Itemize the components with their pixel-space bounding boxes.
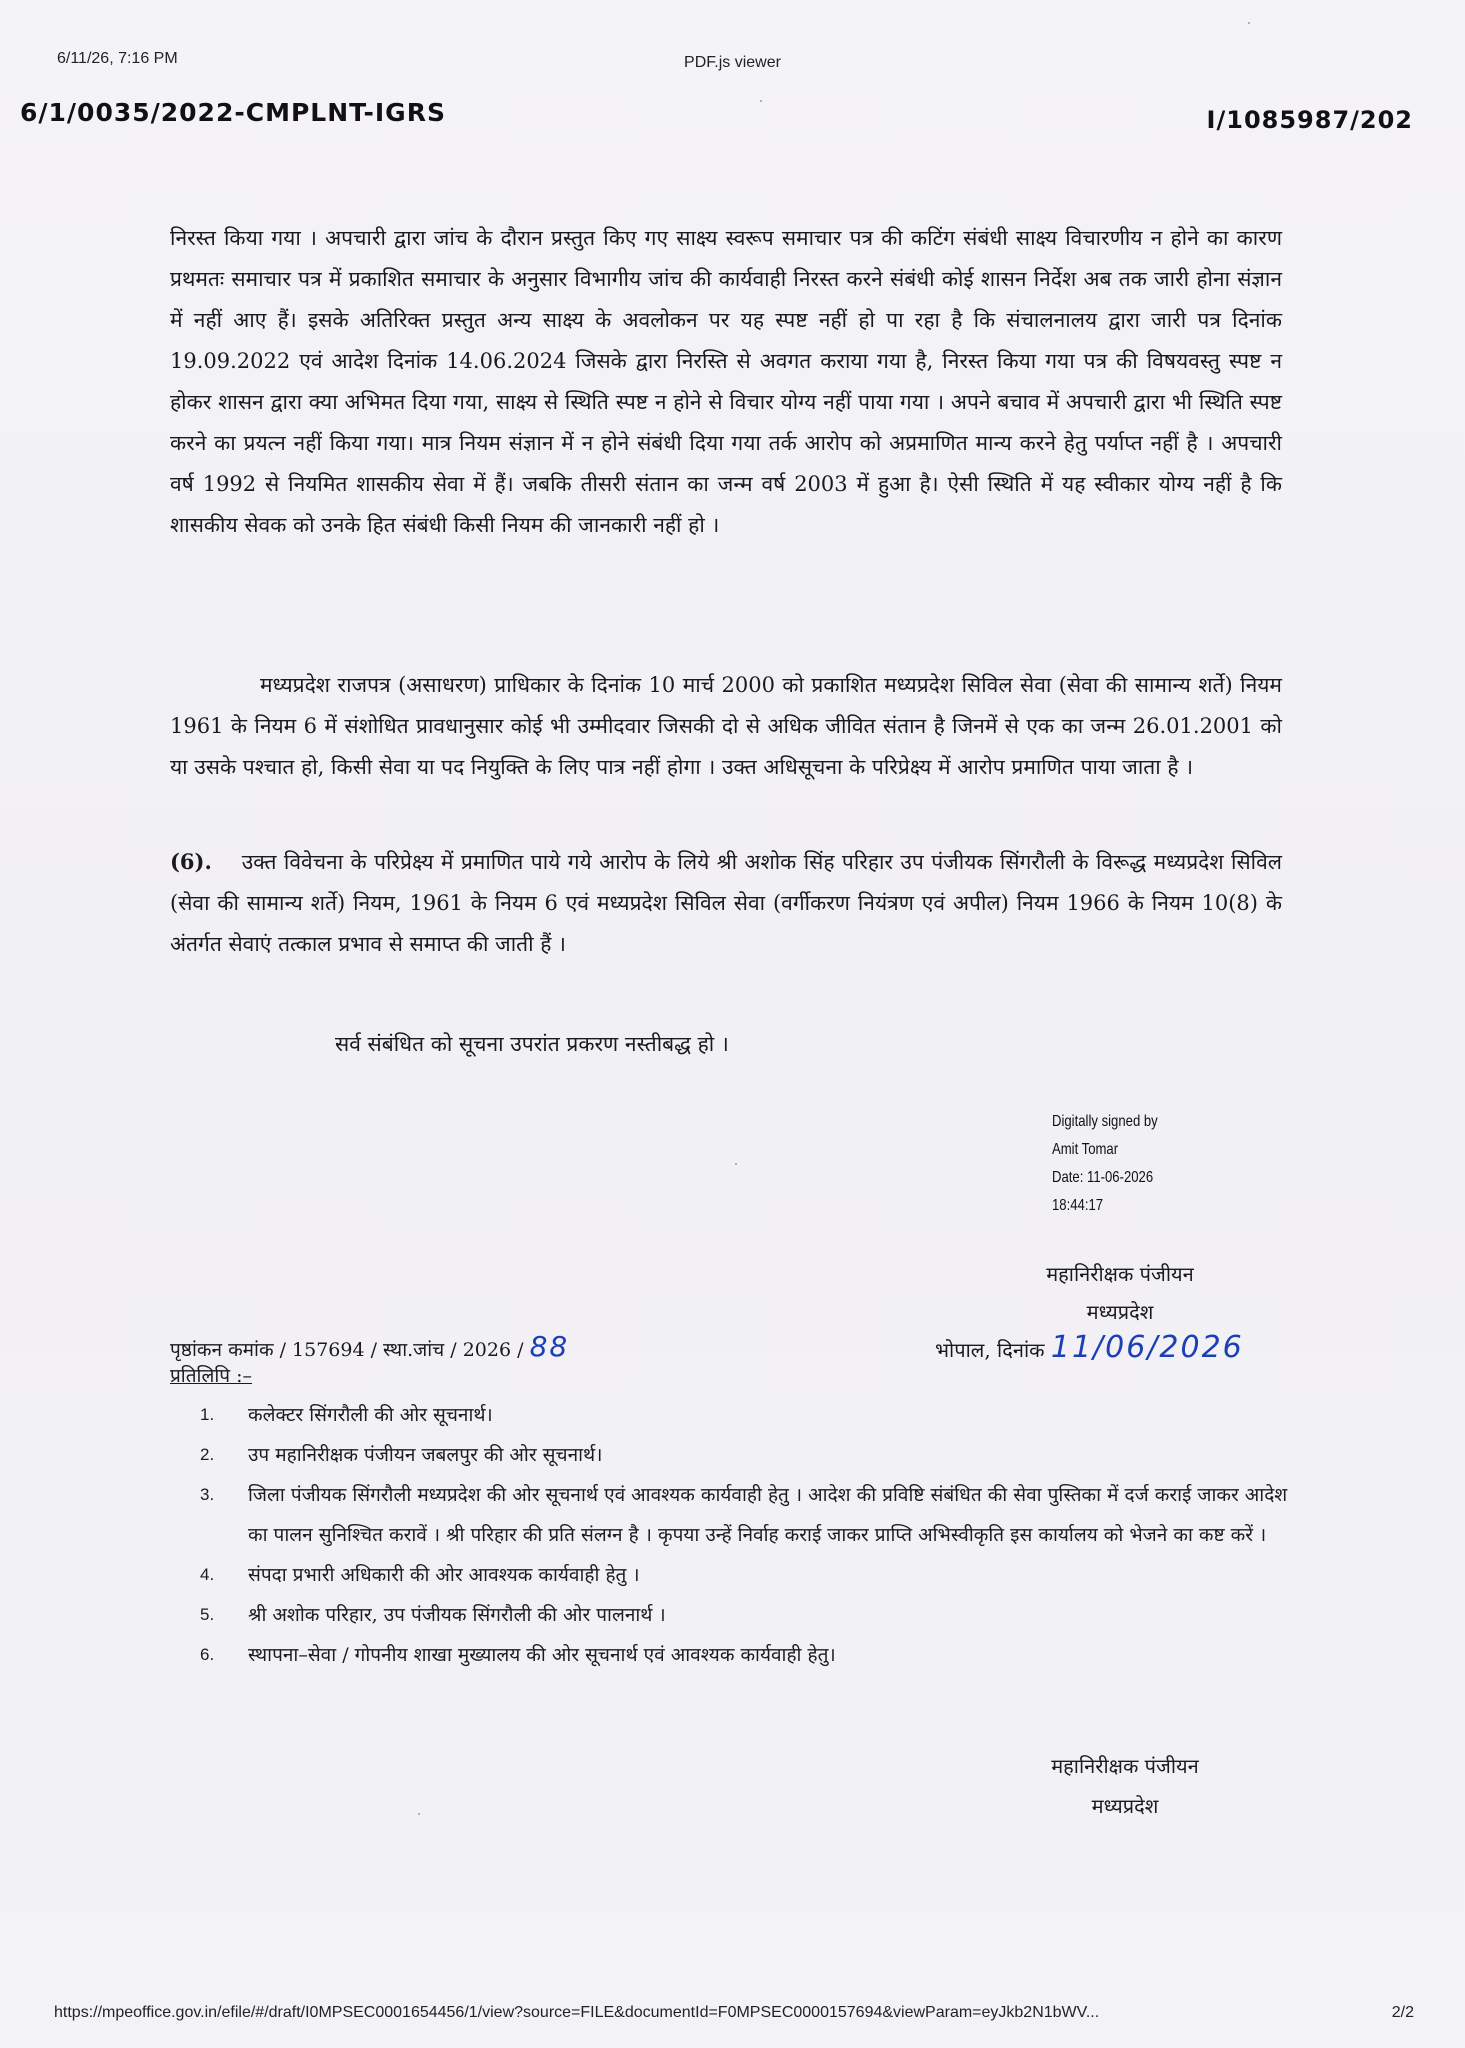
list-item-text: जिला पंजीयक सिंगरौली मध्यप्रदेश की ओर सूचनार्थ एवं आवश्यक कार्यवाही हेतु । आदेश की प्रविष्टि संबंधित की सेवा पुस्तिका में दर्ज कराई जाकर आदेश का पालन सुनिश्चित करावें । श्री परिहार की प्रति संलग्न है । कृपया उन्हें निर्वाह कराई जाकर प्राप्ति अभिस्वीकृति इस कार्यालय को भेजने का कष्ट करें ।	[248, 1484, 1288, 1546]
paragraph-order-text: उक्त विवेचना के परिप्रेक्ष्य में प्रमाणित पाये गये आरोप के लिये श्री अशोक सिंह परिहार उप पंजीयक सिंगरौली के विरूद्ध मध्यप्रदेश सिविल (सेवा की सामान्य शर्ते) नियम, 1961 के नियम 6 एवं मध्यप्रदेश सिविल सेवा (वर्गीकरण नियंत्रण एवं अपील) नियम 1966 के नियम 10(8) के अंतर्गत सेवाएं तत्काल प्रभाव से समाप्त की जाती हैं ।	[170, 850, 1282, 956]
list-item	[200, 1595, 1290, 1635]
list-item-text: कलेक्टर सिंगरौली की ओर सूचनार्थ।	[248, 1404, 493, 1426]
print-timestamp: 6/11/26, 7:16 PM	[57, 50, 178, 67]
list-item-text: संपदा प्रभारी अधिकारी की ओर आवश्यक कार्यवाही हेतु ।	[248, 1564, 640, 1586]
paragraph-findings: निरस्त किया गया । अपचारी द्वारा जांच के दौरान प्रस्तुत किए गए साक्ष्य स्वरूप समाचार पत्र की कटिंग संबंधी साक्ष्य विचारणीय न होने का कारण प्रथमतः समाचार पत्र में प्रकाशित समाचार के अनुसार विभागीय जांच की कार्यवाही निरस्त करने संबंधी कोई शासन निर्देश अब तक जारी होना संज्ञान में नहीं आए हैं। इसके अतिरिक्त प्रस्तुत अन्य साक्ष्य के अवलोकन पर यह स्पष्ट नहीं हो पा रहा है कि संचालनालय द्वारा जारी पत्र दिनांक 19.09.2022 एवं आदेश दिनांक 14.06.2024 जिसके द्वारा निरस्ति से अवगत कराया गया है, निरस्त किया गया पत्र की विषयवस्तु स्पष्ट न होकर शासन द्वारा क्या अभिमत दिया गया, साक्ष्य से स्थिति स्पष्ट न होने से विचार योग्य नहीं पाया गया । अपने बचाव में अपचारी द्वारा भी स्थिति स्पष्ट करने का प्रयत्न नहीं किया गया। मात्र नियम संज्ञान में न होने संबंधी दिया गया तर्क आरोप को अप्रमाणित मान्य करने हेतु पर्याप्त नहीं है । अपचारी वर्ष 1992 से नियमित शासकीय सेवा में हैं। जबकि तीसरी संतान का जन्म वर्ष 2003 में हुआ है। ऐसी स्थिति में यह स्वीकार योग्य नहीं है कि शासकीय सेवक को उनके हित संबंधी किसी नियम की जानकारी नहीं हो ।	[170, 226, 1282, 537]
office-state: मध्यप्रदेश	[1086, 1300, 1154, 1324]
place-date-line	[935, 1330, 1244, 1365]
copy-to-list	[200, 1395, 1290, 1675]
signature-date: Date: 11-06-2026	[1052, 1169, 1154, 1186]
signature-line: Digitally signed by	[1052, 1113, 1158, 1130]
document-id-number: I/1085987/202	[1206, 106, 1413, 134]
list-item-text: श्री अशोक परिहार, उप पंजीयक सिंगरौली की ओर पालनार्थ ।	[248, 1604, 666, 1626]
print-header	[0, 50, 1465, 74]
bottom-office-state: मध्यप्रदेश	[1091, 1794, 1159, 1818]
paragraph-order	[170, 841, 1282, 965]
viewer-title: PDF.js viewer	[684, 54, 781, 71]
endorsement-line	[170, 1330, 569, 1363]
list-item-number: 5.	[200, 1605, 215, 1624]
list-item-text: उप महानिरीक्षक पंजीयन जबलपुर की ओर सूचनार्थ।	[248, 1444, 603, 1466]
file-reference-number: 6/1/0035/2022-CMPLNT-IGRS	[20, 98, 446, 127]
list-item-number: 1.	[200, 1405, 215, 1424]
handwritten-date: 11/06/2026	[1050, 1330, 1244, 1365]
list-item	[200, 1635, 1290, 1675]
list-item-text: स्थापना–सेवा / गोपनीय शाखा मुख्यालय की ओर सूचनार्थ एवं आवश्यक कार्यवाही हेतु।	[248, 1644, 836, 1666]
bottom-signatory	[1010, 1746, 1240, 1826]
signer-name: Amit Tomar	[1052, 1141, 1119, 1158]
list-item-number: 6.	[200, 1645, 215, 1664]
handwritten-number: 88	[529, 1330, 570, 1363]
signature-time: 18:44:17	[1052, 1197, 1104, 1214]
scan-speck	[760, 100, 762, 102]
list-item-number: 2.	[200, 1445, 215, 1464]
list-item	[200, 1435, 1290, 1475]
paragraph-gazette-rule: मध्यप्रदेश राजपत्र (असाधरण) प्राधिकार के दिनांक 10 मार्च 2000 को प्रकाशित मध्यप्रदेश सिविल सेवा (सेवा की सामान्य शर्ते) नियम 1961 के नियम 6 में संशोधित प्रावधानुसार कोई भी उम्मीदवार जिसकी दो से अधिक जीवित संतान है जिनमें से एक का जन्म 26.01.2001 को या उसके पश्चात हो, किसी सेवा या पद नियुक्ति के लिए पात्र नहीं होगा । उक्त अधिसूचना के परिप्रेक्ष्य में आरोप प्रमाणित पाया जाता है ।	[170, 673, 1282, 779]
list-item	[200, 1395, 1290, 1435]
place-date-label: भोपाल, दिनांक	[935, 1338, 1045, 1362]
list-item-number: 3.	[200, 1485, 215, 1504]
list-item	[200, 1475, 1290, 1555]
bottom-office-title: महानिरीक्षक पंजीयन	[1051, 1754, 1199, 1778]
paragraph-closing: सर्व संबंधित को सूचना उपरांत प्रकरण नस्तीबद्ध हो ।	[335, 1032, 729, 1056]
office-title: महानिरीक्षक पंजीयन	[1046, 1262, 1194, 1286]
list-item-number: 4.	[200, 1565, 215, 1584]
scan-speck	[735, 1163, 737, 1165]
paragraph-number: (6).	[170, 849, 212, 874]
scan-speck	[418, 1813, 420, 1815]
copy-to-label: प्रतिलिपि :–	[170, 1365, 253, 1387]
endorsement-label: पृष्ठांकन कमांक / 157694 / स्था.जांच / 2026 /	[170, 1339, 524, 1361]
scan-speck	[1248, 22, 1250, 24]
list-item	[200, 1555, 1290, 1595]
page-url: https://mpeoffice.gov.in/efile/#/draft/I0MPSEC0001654456/1/view?source=FILE&documentId=F0MPSEC0000157694&viewParam=eyJkb2N1bWV...	[54, 2004, 1100, 2021]
digital-signature-block	[1052, 1108, 1183, 1220]
issuing-office	[985, 1255, 1255, 1331]
page-indicator: 2/2	[1391, 2004, 1414, 2021]
